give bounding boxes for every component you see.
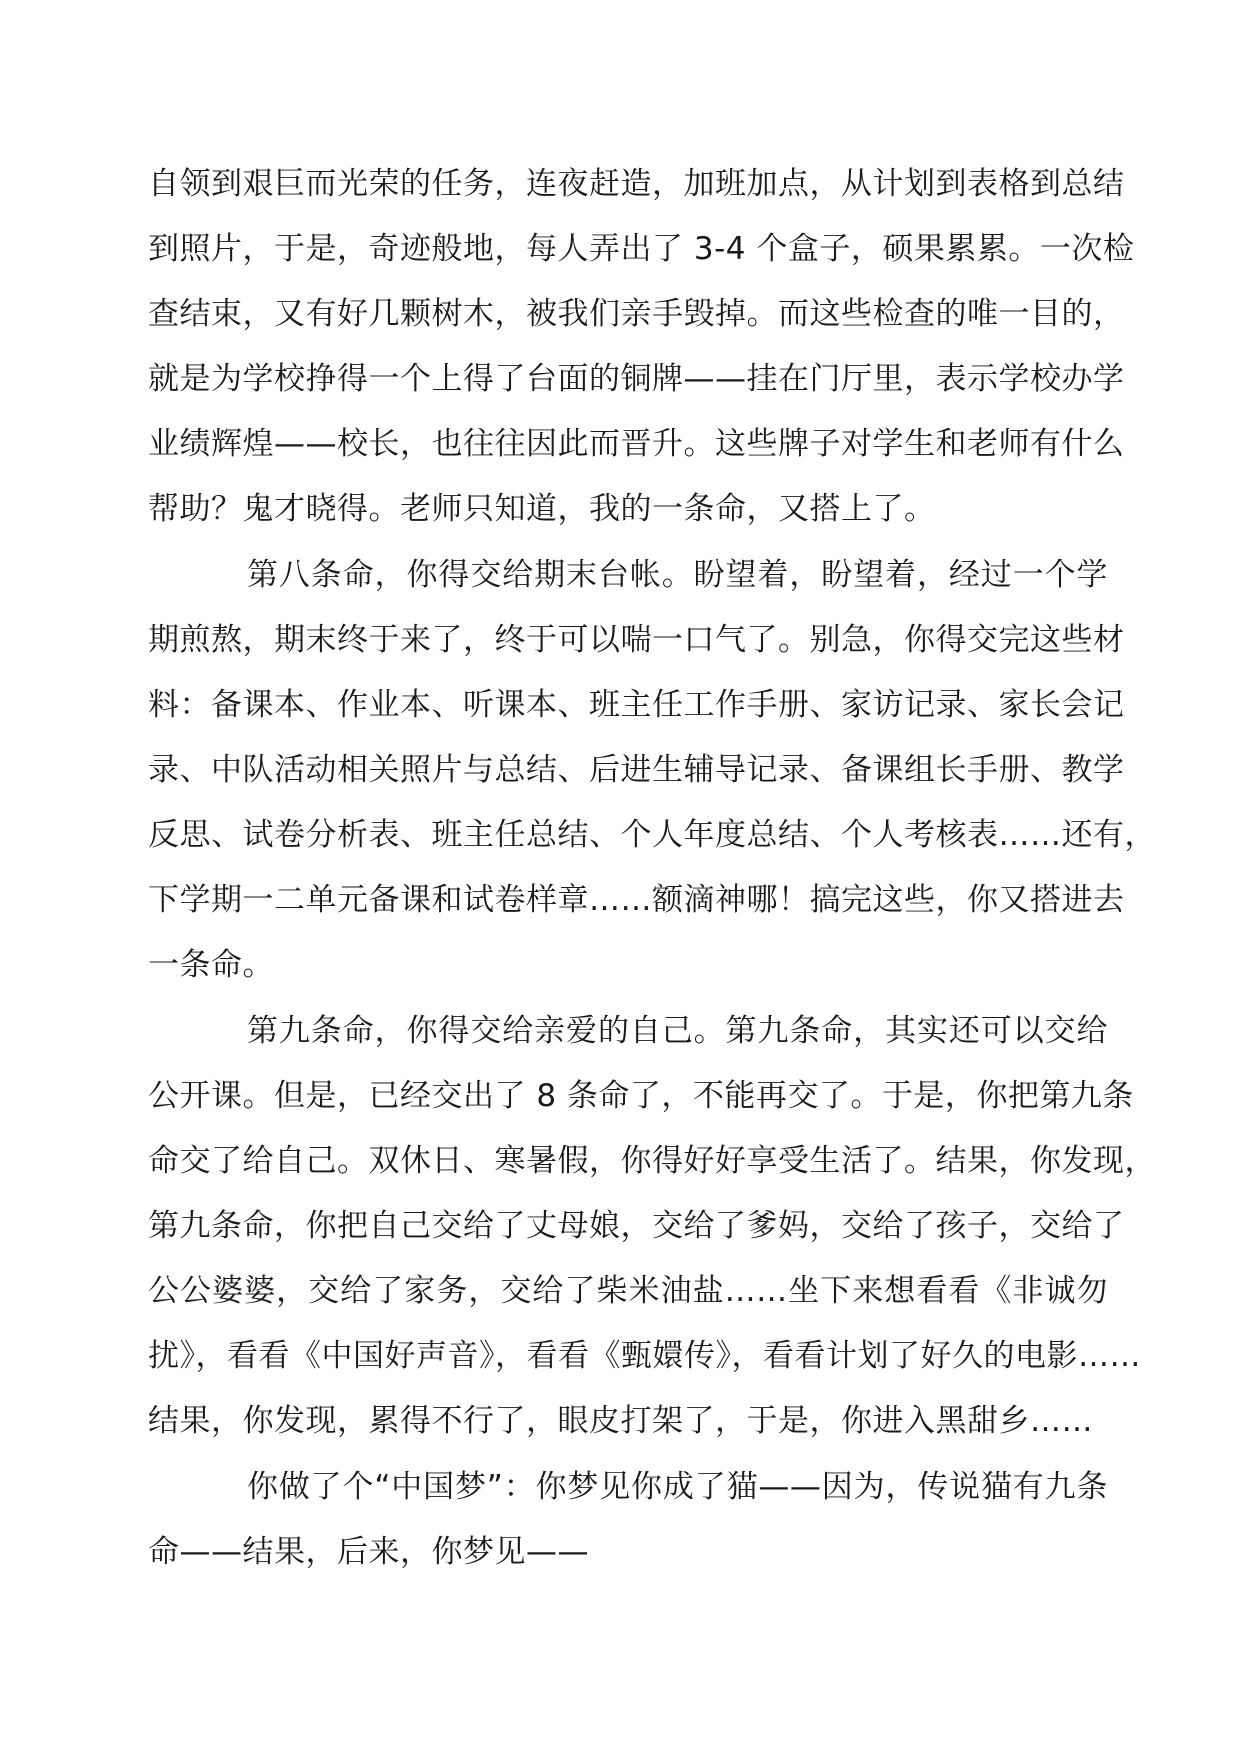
text-line: 帮助？鬼才晓得。老师只知道，我的一条命，又搭上了。 [148, 491, 936, 527]
text-line: 结果，你发现，累得不行了，眼皮打架了，于是，你进入黑甜乡…… [148, 1403, 1093, 1439]
text-line: 期煎熬，期末终于来了，终于可以喘一口气了。别急，你得交完这些材 [148, 622, 1125, 658]
text-line: 业绩辉煌——校长，也往往因此而晋升。这些牌子对学生和老师有什么 [148, 426, 1125, 462]
document-body [148, 152, 1156, 1586]
text-line: 查结束，又有好几颗树木，被我们亲手毁掉。而这些检查的唯一目的， [148, 296, 1125, 332]
text-line: 第八条命，你得交给期末台帐。盼望着，盼望着，经过一个学 [247, 557, 1108, 593]
text-line: 反思、试卷分析表、班主任总结、个人年度总结、个人考核表……还有， [148, 817, 1156, 853]
paragraph-1 [148, 152, 1135, 542]
text-line: 一条命。 [148, 947, 274, 983]
text-line: 到照片，于是，奇迹般地，每人弄出了 3-4 个盒子，硕果累累。一次检 [148, 231, 1135, 267]
text-line: 第九条命，你得交给亲爱的自己。第九条命，其实还可以交给 [247, 1013, 1108, 1049]
text-line: 公公婆婆，交给了家务，交给了柴米油盐……坐下来想看看《非诚勿 [148, 1273, 1108, 1309]
text-line: 扰》，看看《中国好声音》，看看《甄嬛传》，看看计划了好久的电影…… [148, 1338, 1141, 1374]
paragraph-4 [148, 1455, 1108, 1585]
text-line: 就是为学校挣得一个上得了台面的铜牌——挂在门厅里，表示学校办学 [148, 361, 1125, 397]
text-line: 录、中队活动相关照片与总结、后进生辅导记录、备课组长手册、教学 [148, 752, 1125, 788]
text-line: 公开课。但是，已经交出了 8 条命了，不能再交了。于是，你把第九条 [148, 1078, 1134, 1114]
paragraph-2 [148, 543, 1156, 998]
text-line: 命——结果，后来，你梦见—— [148, 1534, 589, 1570]
text-line: 你做了个“中国梦”：你梦见你成了猫——因为，传说猫有九条 [247, 1469, 1108, 1505]
paragraph-3 [148, 999, 1156, 1454]
text-line: 自领到艰巨而光荣的任务，连夜赶造，加班加点，从计划到表格到总结 [148, 166, 1125, 202]
text-line: 料：备课本、作业本、听课本、班主任工作手册、家访记录、家长会记 [148, 687, 1125, 723]
text-line: 命交了给自己。双休日、寒暑假，你得好好享受生活了。结果，你发现， [148, 1143, 1156, 1179]
text-line: 第九条命，你把自己交给了丈母娘，交给了爹妈，交给了孩子，交给了 [148, 1208, 1125, 1244]
text-line: 下学期一二单元备课和试卷样章……额滴神哪！搞完这些，你又搭进去 [148, 882, 1125, 918]
